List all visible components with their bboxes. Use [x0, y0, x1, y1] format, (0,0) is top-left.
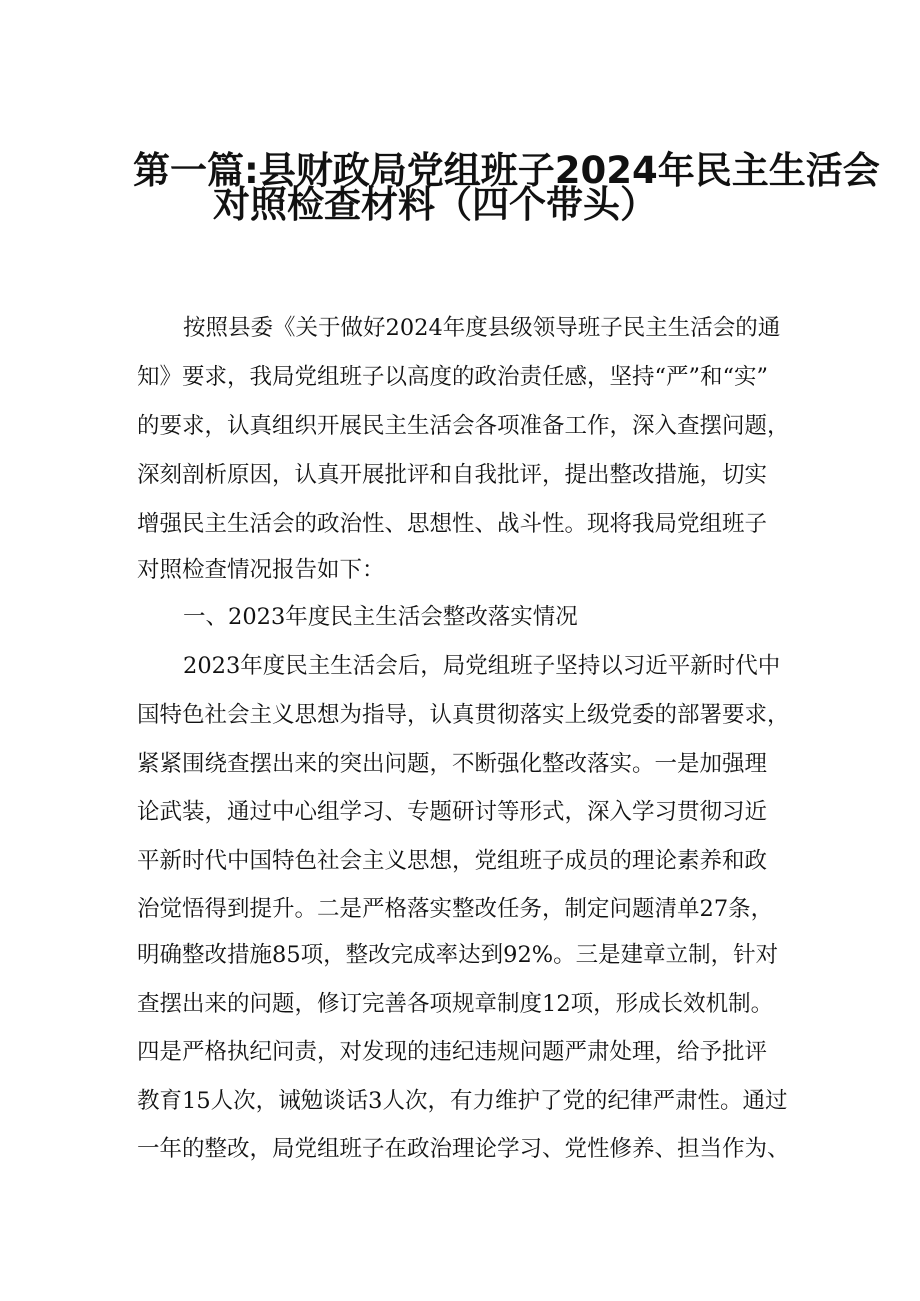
document-title-line-2: 对照检查材料（四个带头）	[213, 183, 657, 226]
paragraph-2-line: 教育15人次，诫勉谈话3人次，有力维护了党的纪律严肃性。通过	[137, 1088, 788, 1114]
paragraph-2-line: 紧紧围绕查摆出来的突出问题，不断强化整改落实。一是加强理	[137, 751, 768, 777]
paragraph-1-line: 增强民主生活会的政治性、思想性、战斗性。现将我局党组班子	[137, 511, 768, 537]
paragraph-2-line: 一年的整改，局党组班子在政治理论学习、党性修养、担当作为、	[137, 1136, 790, 1162]
paragraph-2-line: 论武装，通过中心组学习、专题研讨等形式，深入学习贯彻习近	[137, 799, 768, 825]
paragraph-2-line: 明确整改措施85项，整改完成率达到92%。三是建章立制，针对	[137, 942, 779, 968]
section-heading: 一、2023年度民主生活会整改落实情况	[183, 604, 578, 630]
paragraph-2-line: 查摆出来的问题，修订完善各项规章制度12项，形成长效机制。	[137, 991, 774, 1017]
paragraph-1-line: 的要求，认真组织开展民主生活会各项准备工作，深入查摆问题，	[137, 413, 790, 439]
paragraph-2-line: 平新时代中国特色社会主义思想，党组班子成员的理论素养和政	[137, 848, 768, 874]
paragraph-1-line: 深刻剖析原因，认真开展批评和自我批评，提出整改措施，切实	[137, 462, 768, 488]
paragraph-2-line: 治觉悟得到提升。二是严格落实整改任务，制定问题清单27条，	[137, 896, 774, 922]
paragraph-2-line: 2023年度民主生活会后，局党组班子坚持以习近平新时代中	[183, 653, 781, 679]
paragraph-1-line: 对照检查情况报告如下：	[137, 557, 385, 583]
paragraph-1-line: 知》要求，我局党组班子以高度的政治责任感，坚持“严”和“实”	[137, 364, 769, 390]
document-title-line-1: 第一篇:县财政局党组班子2024年民主生活会	[133, 149, 880, 192]
paragraph-1-line: 按照县委《关于做好2024年度县级领导班子民主生活会的通	[183, 315, 781, 341]
paragraph-2-line: 四是严格执纪问责，对发现的违纪违规问题严肃处理，给予批评	[137, 1039, 768, 1065]
paragraph-2-line: 国特色社会主义思想为指导，认真贯彻落实上级党委的部署要求，	[137, 702, 790, 728]
